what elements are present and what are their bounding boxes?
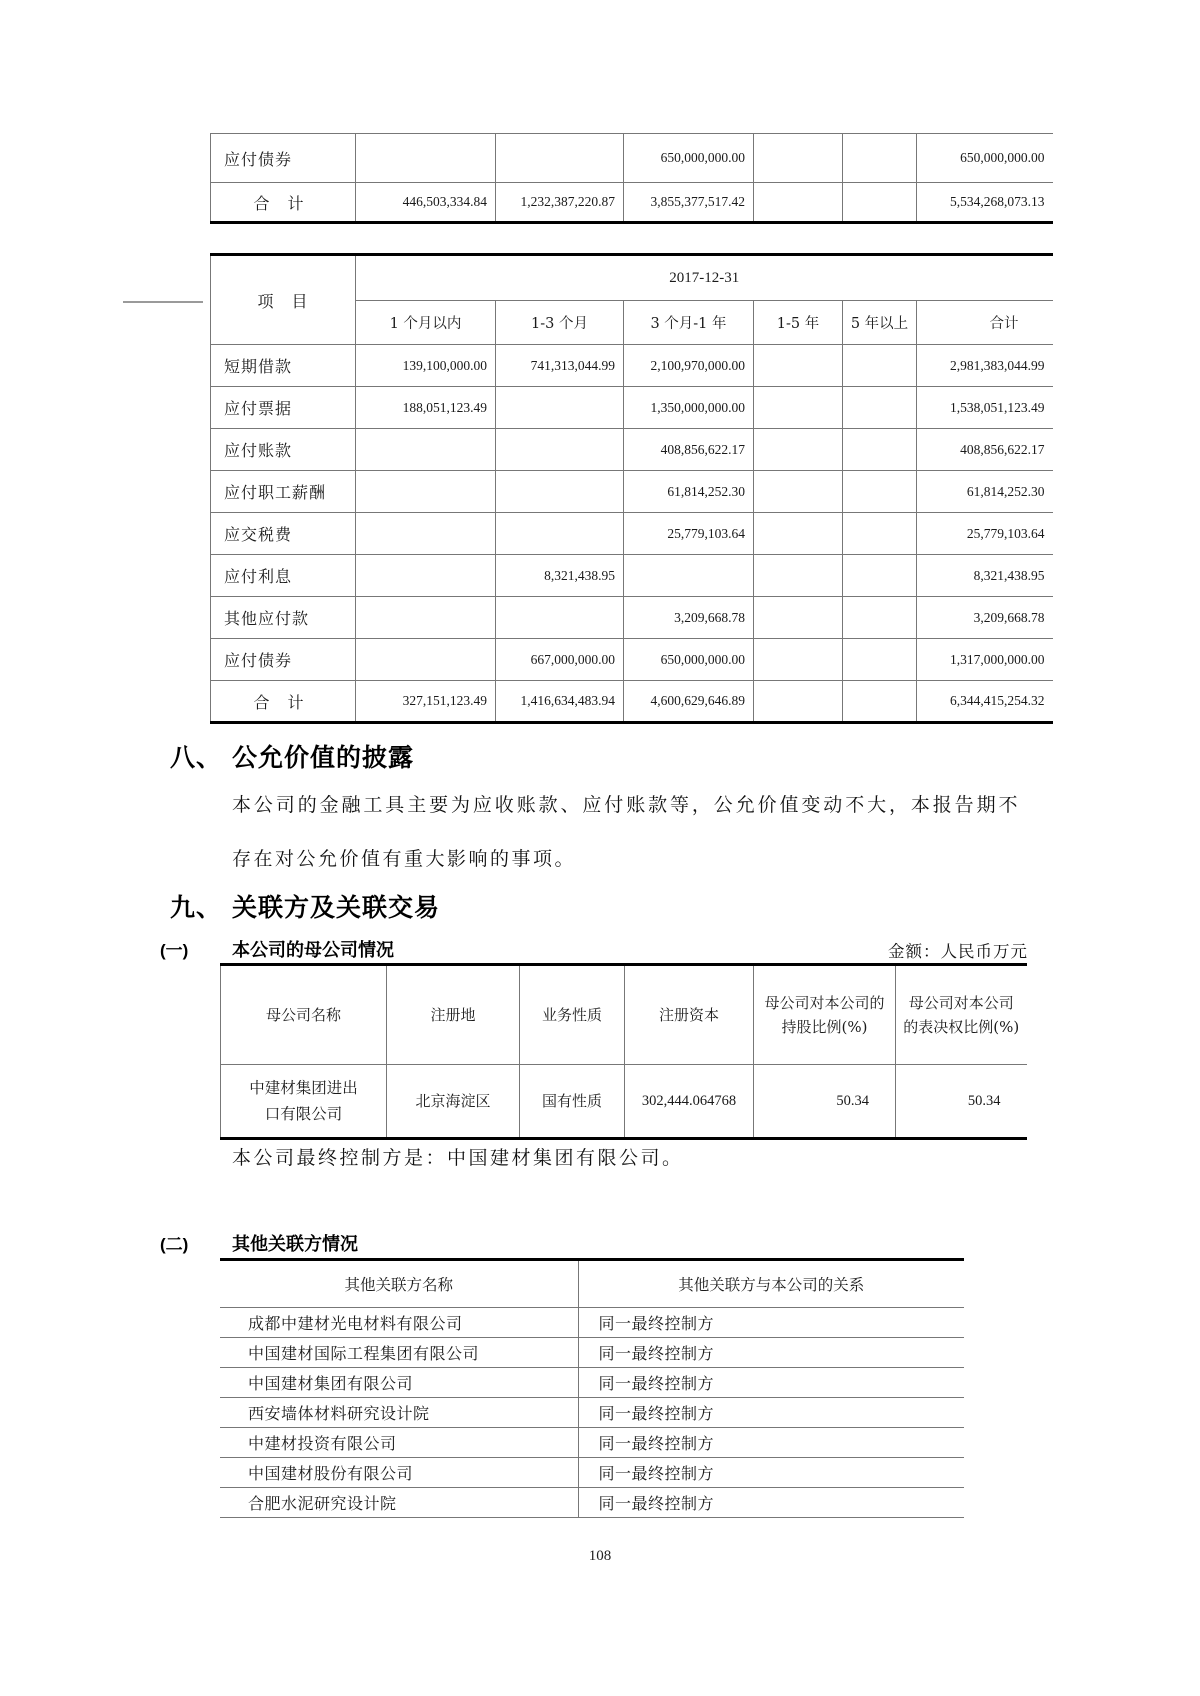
table-cell: 短期借款 bbox=[211, 345, 356, 387]
table-cell: 61,814,252.30 bbox=[917, 471, 1053, 513]
table-cell bbox=[356, 429, 496, 471]
table-cell bbox=[496, 387, 624, 429]
subsection-title: 本公司的母公司情况 bbox=[232, 940, 394, 960]
maturity-table-previous bbox=[210, 133, 1053, 224]
table-cell bbox=[496, 513, 624, 555]
table-row bbox=[211, 471, 1053, 513]
table-cell: 1,416,634,483.94 bbox=[496, 681, 624, 723]
table-cell bbox=[496, 471, 624, 513]
table-cell: 188,051,123.49 bbox=[356, 387, 496, 429]
section-title: 公允价值的披露 bbox=[232, 744, 415, 772]
table-header-row bbox=[221, 965, 1027, 1065]
table-cell: 408,856,622.17 bbox=[624, 429, 754, 471]
table-cell: 中建材集团进出口有限公司 bbox=[221, 1065, 387, 1139]
table-cell bbox=[843, 429, 917, 471]
table-cell bbox=[356, 597, 496, 639]
table-cell: 合 计 bbox=[211, 183, 356, 223]
table-cell bbox=[843, 513, 917, 555]
column-header: 1 个月以内 bbox=[356, 301, 496, 345]
table-cell: 1,538,051,123.49 bbox=[917, 387, 1053, 429]
table-cell bbox=[496, 597, 624, 639]
table-cell bbox=[624, 555, 754, 597]
column-header: 业务性质 bbox=[520, 965, 625, 1065]
table-row bbox=[211, 639, 1053, 681]
table-cell: 1,232,387,220.87 bbox=[496, 183, 624, 223]
table-cell: 741,313,044.99 bbox=[496, 345, 624, 387]
table-cell bbox=[754, 345, 843, 387]
table-cell bbox=[356, 513, 496, 555]
column-header: 合计 bbox=[917, 301, 1053, 345]
table-row bbox=[211, 134, 1053, 183]
table-cell: 同一最终控制方 bbox=[578, 1308, 964, 1338]
section-title: 关联方及关联交易 bbox=[232, 894, 441, 922]
table-cell: 中国建材股份有限公司 bbox=[220, 1458, 578, 1488]
table-cell bbox=[496, 429, 624, 471]
table-row bbox=[220, 1428, 964, 1458]
table-cell bbox=[754, 183, 843, 223]
subsection-number: (一) bbox=[160, 941, 189, 960]
table-cell bbox=[356, 134, 496, 183]
table-cell: 8,321,438.95 bbox=[496, 555, 624, 597]
table-cell: 667,000,000.00 bbox=[496, 639, 624, 681]
table-cell: 5,534,268,073.13 bbox=[917, 183, 1053, 223]
column-header: 母公司对本公司的表决权比例(%) bbox=[896, 965, 1027, 1065]
table-cell bbox=[843, 387, 917, 429]
table-row bbox=[220, 1488, 964, 1518]
table-row bbox=[211, 387, 1053, 429]
table-cell: 50.34 bbox=[896, 1065, 1027, 1139]
table-cell bbox=[843, 681, 917, 723]
table-cell: 同一最终控制方 bbox=[578, 1368, 964, 1398]
table-cell: 408,856,622.17 bbox=[917, 429, 1053, 471]
table-cell: 650,000,000.00 bbox=[624, 639, 754, 681]
table-cell bbox=[356, 555, 496, 597]
table-cell: 2,100,970,000.00 bbox=[624, 345, 754, 387]
table-cell: 北京海淀区 bbox=[387, 1065, 520, 1139]
table-row bbox=[220, 1458, 964, 1488]
section-number: 八、 bbox=[170, 744, 223, 772]
table-cell: 同一最终控制方 bbox=[578, 1428, 964, 1458]
table-cell: 650,000,000.00 bbox=[917, 134, 1053, 183]
table-cell: 446,503,334.84 bbox=[356, 183, 496, 223]
table-cell bbox=[843, 183, 917, 223]
table-cell: 139,100,000.00 bbox=[356, 345, 496, 387]
table-cell: 1,317,000,000.00 bbox=[917, 639, 1053, 681]
table-cell: 国有性质 bbox=[520, 1065, 625, 1139]
column-header: 3 个月-1 年 bbox=[624, 301, 754, 345]
table-cell: 25,779,103.64 bbox=[917, 513, 1053, 555]
section-number: 九、 bbox=[170, 894, 223, 922]
table-cell: 327,151,123.49 bbox=[356, 681, 496, 723]
table-cell: 3,209,668.78 bbox=[917, 597, 1053, 639]
maturity-table-2017 bbox=[210, 253, 1053, 724]
table-cell: 1,350,000,000.00 bbox=[624, 387, 754, 429]
section-9-heading bbox=[170, 888, 440, 924]
table-cell: 中国建材国际工程集团有限公司 bbox=[220, 1338, 578, 1368]
table-cell: 应付账款 bbox=[211, 429, 356, 471]
table-row bbox=[211, 597, 1053, 639]
subsection-2-heading bbox=[160, 1230, 358, 1256]
column-header: 其他关联方与本公司的关系 bbox=[578, 1260, 964, 1308]
subsection-1-heading bbox=[160, 936, 394, 962]
table-cell bbox=[356, 471, 496, 513]
table-row bbox=[211, 429, 1053, 471]
column-header: 注册资本 bbox=[625, 965, 754, 1065]
related-parties-table bbox=[220, 1258, 964, 1518]
table-cell bbox=[754, 555, 843, 597]
table-cell: 6,344,415,254.32 bbox=[917, 681, 1053, 723]
table-cell: 成都中建材光电材料有限公司 bbox=[220, 1308, 578, 1338]
section-8-paragraph: 本公司的金融工具主要为应收账款、应付账款等，公允价值变动不大，本报告期不存在对公允价值有重大影响的事项。 bbox=[232, 794, 1020, 870]
table-cell: 应付债券 bbox=[211, 134, 356, 183]
table-cell: 同一最终控制方 bbox=[578, 1458, 964, 1488]
table-cell bbox=[754, 681, 843, 723]
table-header-row bbox=[220, 1260, 964, 1308]
table-cell bbox=[843, 639, 917, 681]
table-cell: 50.34 bbox=[754, 1065, 896, 1139]
date-column-header: 2017-12-31 bbox=[356, 255, 1053, 301]
table-cell bbox=[356, 639, 496, 681]
column-header: 母公司名称 bbox=[221, 965, 387, 1065]
column-header: 注册地 bbox=[387, 965, 520, 1065]
table-cell: 合肥水泥研究设计院 bbox=[220, 1488, 578, 1518]
table-cell: 应付票据 bbox=[211, 387, 356, 429]
table-row bbox=[221, 1065, 1027, 1139]
table-row bbox=[211, 513, 1053, 555]
item-column-header: 项 目 bbox=[211, 255, 356, 345]
column-header: 1-3 个月 bbox=[496, 301, 624, 345]
table-cell: 合 计 bbox=[211, 681, 356, 723]
table-cell bbox=[843, 555, 917, 597]
table-row bbox=[211, 183, 1053, 223]
table-row bbox=[211, 681, 1053, 723]
table-cell: 4,600,629,646.89 bbox=[624, 681, 754, 723]
table-cell bbox=[496, 134, 624, 183]
column-header: 5 年以上 bbox=[843, 301, 917, 345]
table-cell bbox=[754, 134, 843, 183]
table-cell: 2,981,383,044.99 bbox=[917, 345, 1053, 387]
table-row bbox=[211, 555, 1053, 597]
table-row bbox=[220, 1368, 964, 1398]
table-cell: 其他应付款 bbox=[211, 597, 356, 639]
subsection-title: 其他关联方情况 bbox=[232, 1234, 358, 1254]
table-row bbox=[220, 1398, 964, 1428]
page-number: 108 bbox=[588, 1548, 612, 1564]
table-cell: 西安墙体材料研究设计院 bbox=[220, 1398, 578, 1428]
table-cell bbox=[843, 471, 917, 513]
table-cell: 302,444.064768 bbox=[625, 1065, 754, 1139]
table-row bbox=[220, 1338, 964, 1368]
table-cell bbox=[754, 429, 843, 471]
table-cell bbox=[843, 597, 917, 639]
table-cell: 650,000,000.00 bbox=[624, 134, 754, 183]
table-header-row bbox=[211, 255, 1053, 301]
table-cell: 同一最终控制方 bbox=[578, 1338, 964, 1368]
table-cell bbox=[754, 387, 843, 429]
table-cell bbox=[754, 471, 843, 513]
table-cell bbox=[754, 513, 843, 555]
ultimate-controller-note: 本公司最终控制方是：中国建材集团有限公司。 bbox=[232, 1147, 684, 1169]
table-cell: 61,814,252.30 bbox=[624, 471, 754, 513]
table-cell: 8,321,438.95 bbox=[917, 555, 1053, 597]
table-cell bbox=[754, 597, 843, 639]
parent-company-table bbox=[220, 963, 1027, 1140]
section-8-heading bbox=[170, 738, 414, 774]
table-cell: 同一最终控制方 bbox=[578, 1488, 964, 1518]
table-cell bbox=[843, 345, 917, 387]
table-cell: 应付债券 bbox=[211, 639, 356, 681]
column-header: 其他关联方名称 bbox=[220, 1260, 578, 1308]
table-cell bbox=[843, 134, 917, 183]
margin-artifact-line bbox=[123, 301, 203, 303]
table-cell: 同一最终控制方 bbox=[578, 1398, 964, 1428]
table-cell: 应交税费 bbox=[211, 513, 356, 555]
table-cell: 应付职工薪酬 bbox=[211, 471, 356, 513]
column-header: 1-5 年 bbox=[754, 301, 843, 345]
table-cell: 中国建材集团有限公司 bbox=[220, 1368, 578, 1398]
table-cell: 3,209,668.78 bbox=[624, 597, 754, 639]
column-header: 母公司对本公司的持股比例(%) bbox=[754, 965, 896, 1065]
currency-unit-note: 金额：人民币万元 bbox=[888, 942, 1028, 961]
table-cell: 3,855,377,517.42 bbox=[624, 183, 754, 223]
table-cell bbox=[754, 639, 843, 681]
subsection-number: (二) bbox=[160, 1235, 189, 1254]
table-cell: 25,779,103.64 bbox=[624, 513, 754, 555]
table-row bbox=[220, 1308, 964, 1338]
table-cell: 应付利息 bbox=[211, 555, 356, 597]
table-row bbox=[211, 345, 1053, 387]
table-cell: 中建材投资有限公司 bbox=[220, 1428, 578, 1458]
